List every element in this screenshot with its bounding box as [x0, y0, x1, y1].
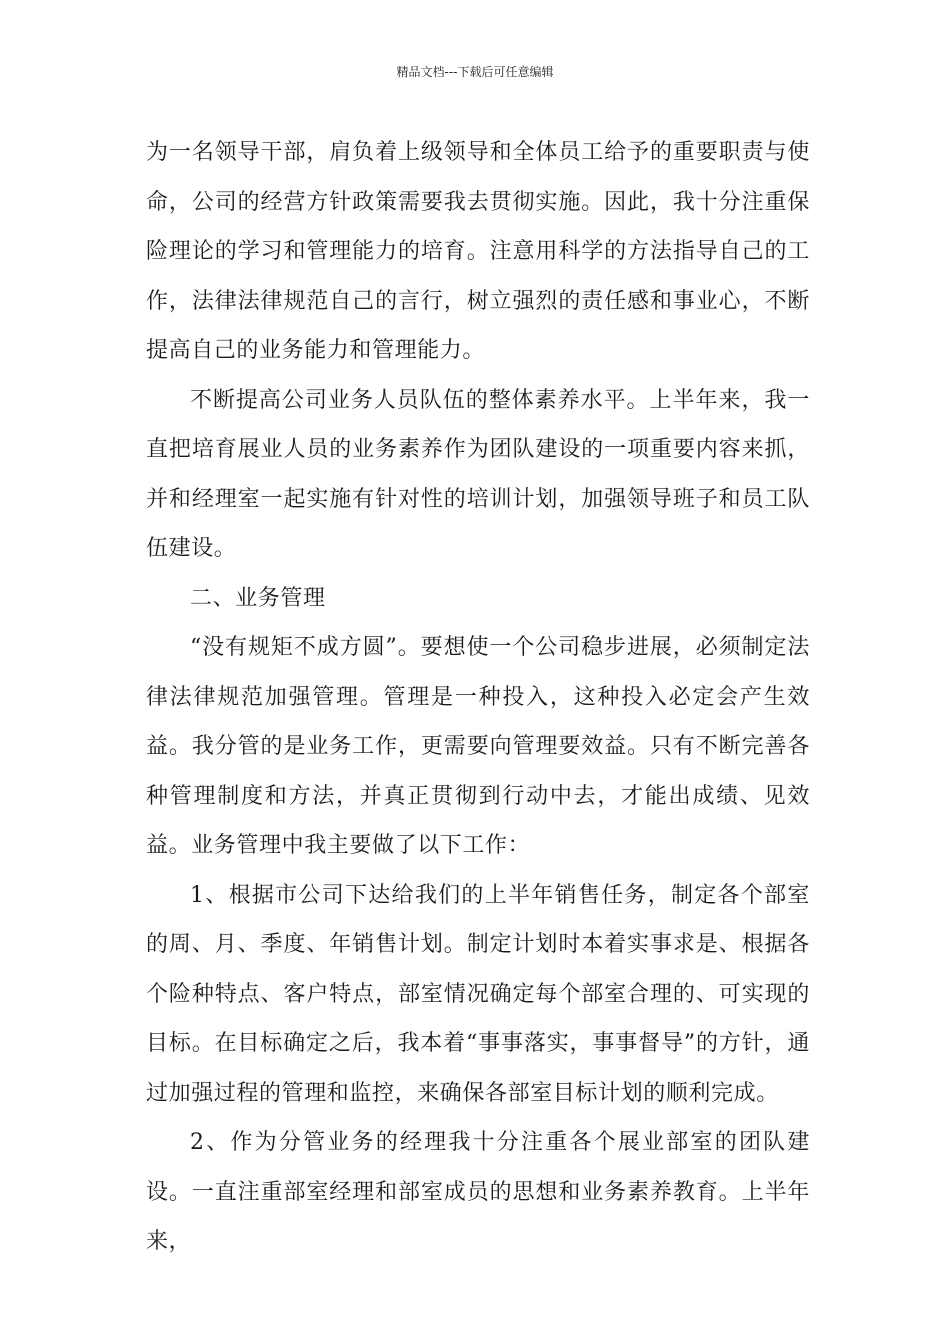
section-heading-business-management: 二、业务管理: [190, 585, 326, 611]
page-header: 精品文档---下载后可任意编辑: [396, 65, 554, 79]
paragraph-management-principle: “没有规矩不成方圆”。要想使一个公司稳步进展，必须制定法律法律规范加强管理。管理是一种投入，这种投入必定会产生效益。我分管的是业务工作，更需要向管理要效益。只有不断完善各种管理制度和方法，并真正贯彻到行动中去，才能出成绩、见效益。业务管理中我主要做了以下工作：: [146, 635, 810, 858]
list-item-1-sales-plan: 1、根据市公司下达给我们的上半年销售任务，制定各个部室的周、月、季度、年销售计划。制定计划时本着实事求是、根据各个险种特点、客户特点，部室情况确定每个部室合理的、可实现的目标。在目标确定之后，我本着“事事落实，事事督导”的方针，通过加强过程的管理和监控，来确保各部室目标计划的顺利完成。: [146, 882, 810, 1106]
list-item-2-team-building: 2、作为分管业务的经理我十分注重各个展业部室的团队建设。一直注重部室经理和部室成员的思想和业务素养教育。上半年来，: [146, 1130, 810, 1254]
paragraph-leadership: 为一名领导干部，肩负着上级领导和全体员工给予的重要职责与使命，公司的经营方针政策需要我去贯彻实施。因此，我十分注重保险理论的学习和管理能力的培育。注意用科学的方法指导自己的工作，法律法律规范自己的言行，树立强烈的责任感和事业心，不断提高自己的业务能力和管理能力。: [146, 140, 810, 363]
paragraph-team-quality: 不断提高公司业务人员队伍的整体素养水平。上半年来，我一直把培育展业人员的业务素养作为团队建设的一项重要内容来抓，并和经理室一起实施有针对性的培训计划，加强领导班子和员工队伍建设。: [146, 387, 810, 561]
document-body: [146, 128, 810, 1267]
